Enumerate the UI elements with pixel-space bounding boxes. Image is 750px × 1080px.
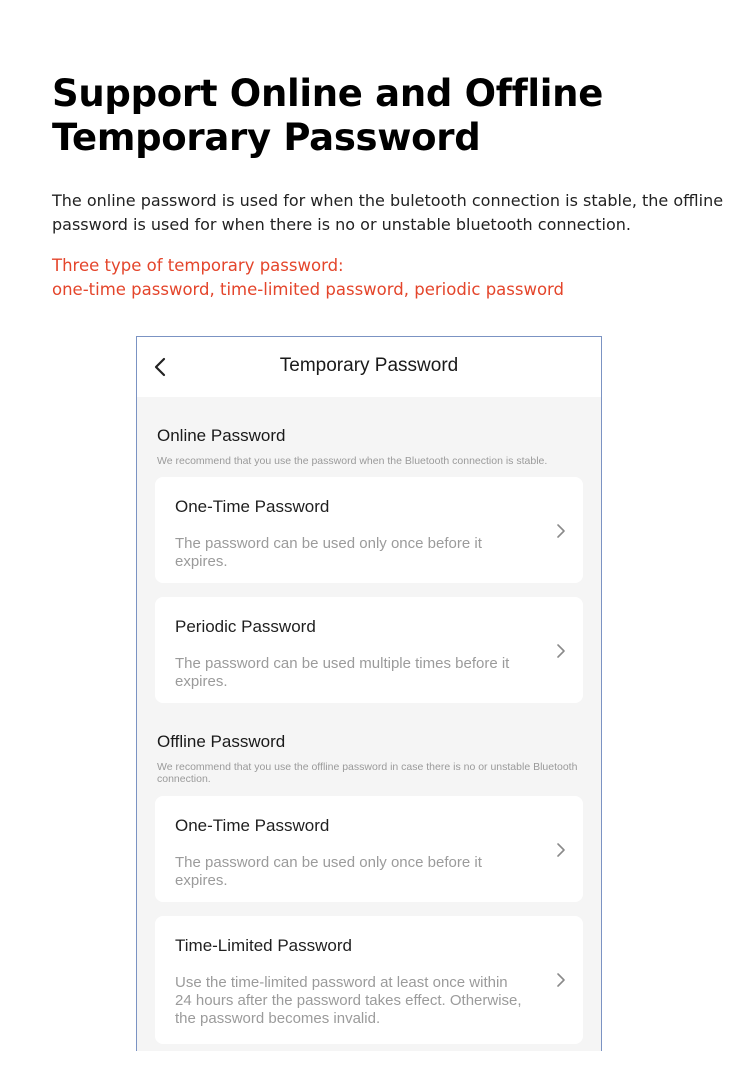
card-description: The password can be used only once before it expires.	[175, 535, 482, 570]
offline-section-note: We recommend that you use the offline password in case there is no or unstable Bluetooth connection.	[157, 761, 578, 785]
highlight-line-2: one-time password, time-limited password, periodic password	[52, 280, 565, 299]
chevron-right-icon	[555, 842, 567, 858]
online-one-time-password-card[interactable]	[155, 477, 583, 583]
card-title: Time-Limited Password	[175, 936, 352, 955]
online-periodic-password-card[interactable]	[155, 597, 583, 703]
online-section-note: We recommend that you use the password when the Bluetooth connection is stable.	[157, 455, 548, 467]
nav-bar	[137, 337, 601, 397]
headline-line-2: Temporary Password	[52, 116, 481, 159]
card-description: The password can be used multiple times before it expires.	[175, 655, 510, 690]
screen-title: Temporary Password	[279, 355, 459, 376]
headline-line-1: Support Online and Offline	[52, 72, 603, 115]
headline	[52, 72, 712, 160]
password-types-highlight	[52, 254, 732, 302]
offline-section-title: Offline Password	[157, 732, 286, 751]
phone-screenshot	[136, 336, 602, 1051]
chevron-right-icon	[555, 523, 567, 539]
intro-text: The online password is used for when the buletooth connection is stable, the offline password is used for when there is no or unstable bluetooth connection.	[52, 191, 724, 234]
chevron-right-icon	[555, 972, 567, 988]
online-section-title: Online Password	[157, 426, 286, 445]
card-title: Periodic Password	[175, 617, 316, 636]
card-title: One-Time Password	[175, 497, 330, 516]
highlight-line-1: Three type of temporary password:	[52, 256, 344, 275]
offline-time-limited-password-card[interactable]	[155, 916, 583, 1044]
offline-one-time-password-card[interactable]	[155, 796, 583, 902]
card-description: Use the time-limited password at least once within 24 hours after the password takes effect. Otherwise, the password becomes invalid.	[175, 974, 522, 1027]
card-description: The password can be used only once before it expires.	[175, 854, 482, 889]
card-title: One-Time Password	[175, 816, 330, 835]
chevron-right-icon	[555, 643, 567, 659]
